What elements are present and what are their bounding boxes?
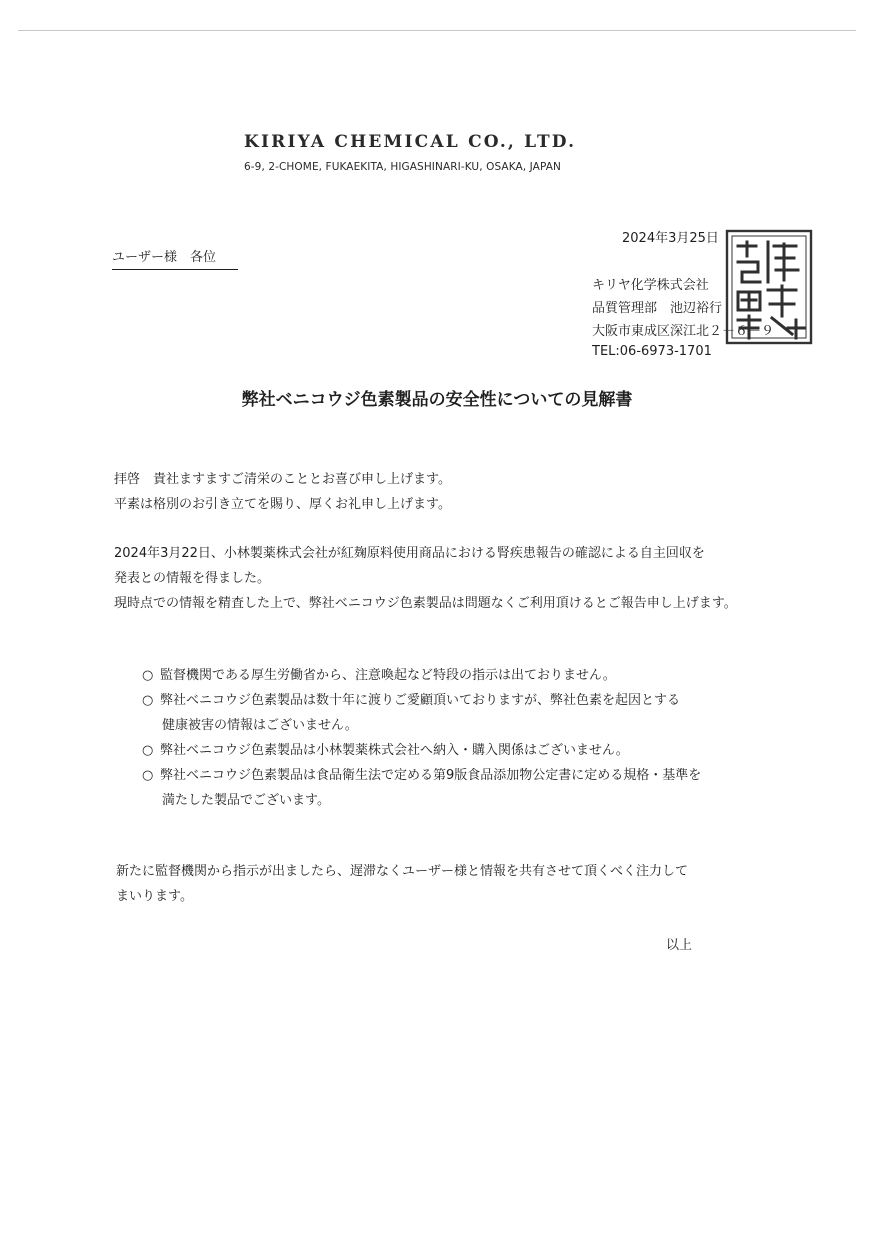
body-line-2: 発表との情報を得ました。 — [114, 571, 271, 586]
bullet-item — [142, 689, 680, 708]
bullet-text: 弊社ベニコウジ色素製品は食品衛生法で定める第9版食品添加物公定書に定める規格・基準を — [160, 768, 702, 783]
bullet-circle-icon: ○ — [142, 743, 154, 758]
bullet-item — [142, 664, 616, 683]
bullet-text: 弊社ベニコウジ色素製品は数十年に渡りご愛顧頂いておりますが、弊社色素を起因とする — [160, 693, 681, 708]
closing-line-2: まいります。 — [116, 889, 193, 904]
bullet-circle-icon: ○ — [142, 668, 154, 683]
bullet-circle-icon: ○ — [142, 768, 154, 783]
bullet-item — [142, 739, 629, 758]
sender-department: 品質管理部 池辺裕行 — [592, 301, 723, 316]
greeting-line-1: 拝啓 貴社ますますご清栄のこととお喜び申し上げます。 — [114, 472, 451, 487]
bullet-text: 監督機関である厚生労働省から、注意喚起など特段の指示は出ておりません。 — [160, 668, 616, 683]
bullet-text-continued: 健康被害の情報はございません。 — [162, 718, 358, 733]
company-seal-stamp — [724, 228, 814, 348]
bullet-text-continued: 満たした製品でございます。 — [162, 793, 330, 808]
bullet-text: 弊社ベニコウジ色素製品は小林製薬株式会社へ納入・購入関係はございません。 — [160, 743, 629, 758]
end-mark: 以上 — [666, 938, 693, 953]
body-line-1: 2024年3月22日、小林製薬株式会社が紅麹原料使用商品における腎疾患報告の確認による自主回収を — [114, 546, 705, 561]
closing-line-1: 新たに監督機関から指示が出ましたら、遅滞なくユーザー様と情報を共有させて頂くべく注力して — [116, 864, 689, 879]
recipient-block — [112, 246, 238, 270]
scan-edge-line — [18, 30, 856, 31]
letterhead-company-name: KIRIYA CHEMICAL CO., LTD. — [244, 132, 577, 152]
sender-tel: TEL:06-6973-1701 — [592, 344, 712, 359]
letterhead-address: 6-9, 2-CHOME, FUKAEKITA, HIGASHINARI-KU, OSAKA, JAPAN — [244, 161, 561, 173]
bullet-circle-icon: ○ — [142, 693, 154, 708]
sender-company: キリヤ化学株式会社 — [592, 278, 709, 293]
letter-date: 2024年3月25日 — [622, 231, 719, 246]
recipient-line: ユーザー様 各位 — [112, 250, 217, 265]
document-title: 弊社ベニコウジ色素製品の安全性についての見解書 — [241, 390, 633, 410]
greeting-line-2: 平素は格別のお引き立てを賜り、厚くお礼申し上げます。 — [114, 497, 451, 512]
sender-address: 大阪市東成区深江北２－６－９ — [592, 324, 775, 339]
bullet-item — [142, 764, 701, 783]
body-line-3: 現時点での情報を精査した上で、弊社ベニコウジ色素製品は問題なくご利用頂けるとご報告申し上げます。 — [114, 596, 737, 611]
